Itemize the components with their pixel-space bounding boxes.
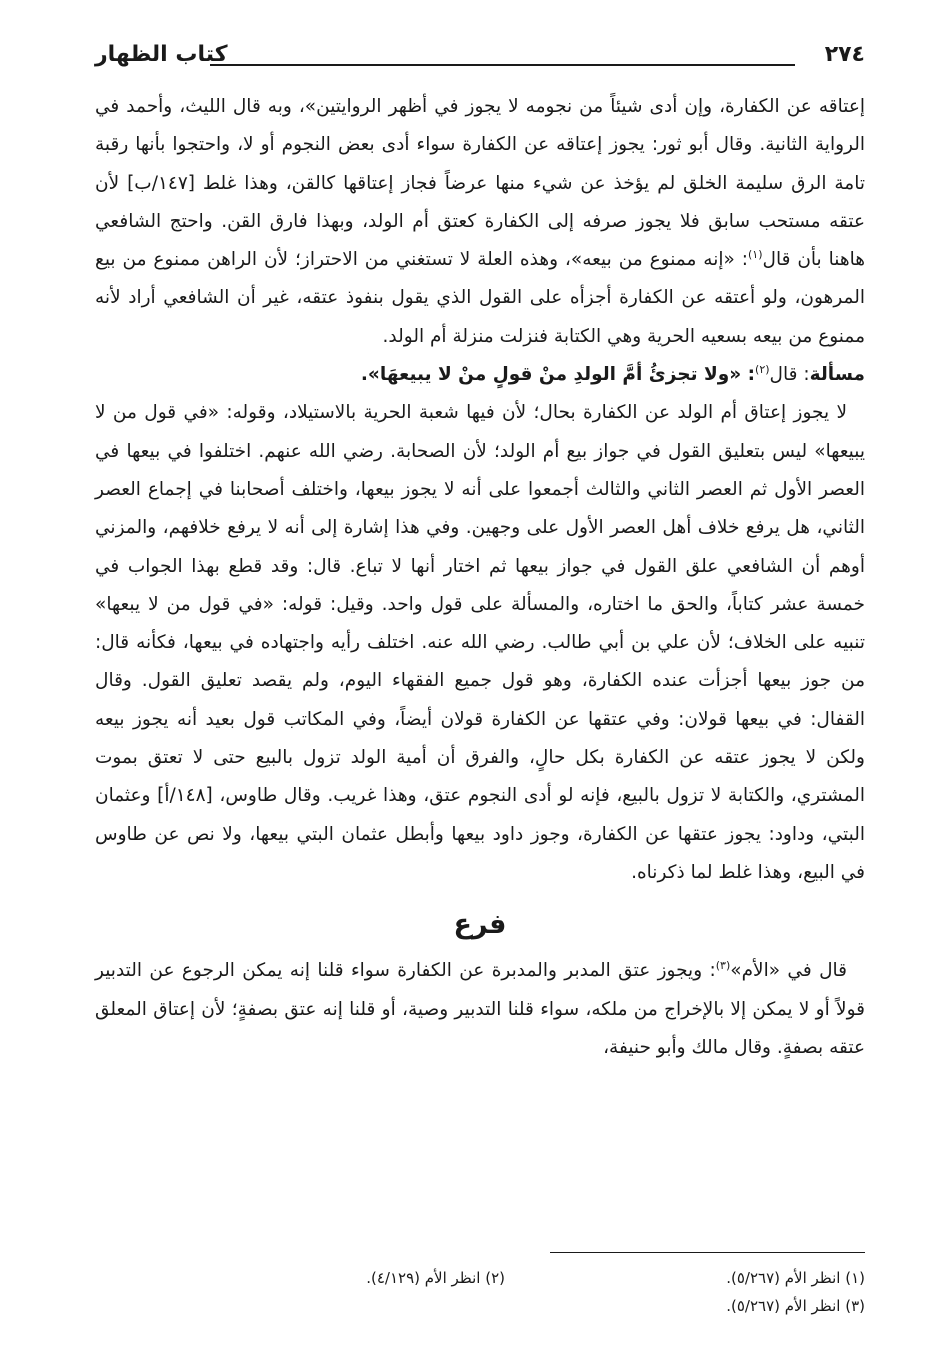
paragraph-1	[95, 88, 865, 356]
footnote-ref-2: (٢)	[755, 362, 770, 376]
main-text	[95, 88, 865, 1067]
footnote-ref-3: (٣)	[715, 959, 731, 973]
chapter-title: كتاب الظهار	[95, 42, 228, 67]
paragraph-2: لا يجوز إعتاق أم الولد عن الكفارة بحال؛ لأن فيها شعبة الحرية بالاستيلاد، وقوله: «في قول من لا يبيعها» ليس بتعليق القول في جواز بيع أم الولد؛ لأن الصحابة. رضي الله عنهم. اختلفوا في بيعها في العصر الأول ثم العصر الثاني والثالث أجمعوا على أنه لا يجوز بيعها، واختلف أصحابنا في إجماع العصر الثاني، هل يرفع خلاف أهل العصر الأول على وجهين. وفي هذا إشارة إلى أنه لا يرفع خلافهم، والمزني أوهم أن الشافعي علق القول في جواز بيعها ثم اختار أنها لا تباع. قال: وقد قطع بهذا الجواب في خمسة عشر كتاباً، والحق ما اختاره، والمسألة على قول واحد. وقيل: قوله: «في قول من لا يبعها» تنبيه على الخلاف؛ لأن علي بن أبي طالب. رضي الله عنه. اختلف رأيه واجتهاده في بيعها، فكأنه قال: من جوز بيعها أجزأت عنده الكفارة، وهو قول جميع الفقهاء اليوم، ولم يقصد تعليق القول. وقال القفال: في بيعها قولان: وفي عتقها عن الكفارة قولان أيضاً، وفي المكاتب قول بعيد أنه يجوز بيعه ولكن لا يجوز عتقه عن الكفارة بكل حالٍ، والفرق أن أمية الولد تزول بالبيع حتى لا تعتق بموت المشتري، والكتابة لا تزول بالبيع، فإنه لو أدى النجوم عتق، وهذا غريب. وقال طاوس، [١٤٨/أ] وعثمان البتي، وداود: يجوز عتقها عن الكفارة، وجوز داود بيعها وأبطل عثمان البتي بيعها، ولا نص عن طاوس في البيع، وهذا غلط لما ذكرناه.	[95, 402, 865, 883]
paragraph-1-tail: : «إنه ممنوع من بيعه»، وهذه العلة لا تستغني من الاحتراز؛ لأن الراهن ممنوع من بيع المرهون، ولو أعتقه عن الكفارة أجزأه على القول الذي يقول بنفوذ عتقه، غير أن الشافعي أراد لأنه ممنوع من بيعه بسعيه الحرية وهي الكتابة فنزلت منزلة أم الولد.	[95, 249, 865, 347]
footnote-1: (١) انظر الأم (٥/٢٦٧).	[726, 1269, 865, 1287]
book-page	[95, 0, 865, 1371]
section-title: فرع	[453, 909, 507, 941]
masala-intro: : قال	[769, 364, 810, 386]
footnote-divider	[550, 1252, 865, 1253]
footnotes	[95, 1264, 865, 1320]
page-number: ٢٧٤	[824, 42, 865, 67]
footnote-ref-1: (١)	[747, 248, 763, 262]
footnote-row	[95, 1264, 865, 1292]
paragraph-3-intro: قال في «الأم»	[730, 960, 847, 982]
paragraph-3-text: : ويجوز عتق المدبر والمدبرة عن الكفارة سواء قلنا إنه يمكن الرجوع عن التدبير قولاً أو لا يمكن إلا بالإخراج من ملكه، سواء قلنا التدبير وصية، أو قلنا إنه عتق بصفةٍ؛ لأن إعتاق المعلق عتقه بصفةٍ. وقال مالك وأبو حنيفة،	[95, 960, 865, 1058]
footnote-row	[95, 1292, 865, 1320]
footnote-3: (٣) انظر الأم (٥/٢٦٧).	[726, 1297, 865, 1315]
header-rule	[210, 64, 795, 66]
footnote-2: (٢) انظر الأم (٤/١٢٩).	[366, 1269, 505, 1287]
masala-heading	[95, 356, 865, 394]
masala-quote: : «ولا تجزئُ أمَّ الولدِ منْ قولٍ منْ لا يبيعهَا».	[360, 364, 756, 386]
paragraph-1-text: إعتاقه عن الكفارة، وإن أدى شيئاً من نجومه لا يجوز في أظهر الروايتين»، وبه قال الليث، وأحمد في الرواية الثانية. وقال أبو ثور: يجوز إعتاقه عن الكفارة سواء أدى بعض النجوم أو لا، واحتجوا بأنها رقبة تامة الرق سليمة الخلق لم يؤخذ عن شيء منها عرضاً فجاز إعتاقها كالقن، وهذا غلط [١٤٧/ب] لأن عتقه مستحب سابق فلا يجوز صرفه إلى الكفارة كعتق أم الولد، وبهذا فارق القن. واحتج الشافعي هاهنا بأن قال	[95, 96, 866, 271]
page-header	[95, 38, 865, 78]
paragraph-3	[95, 952, 865, 1067]
masala-label: مسألة	[809, 364, 865, 386]
